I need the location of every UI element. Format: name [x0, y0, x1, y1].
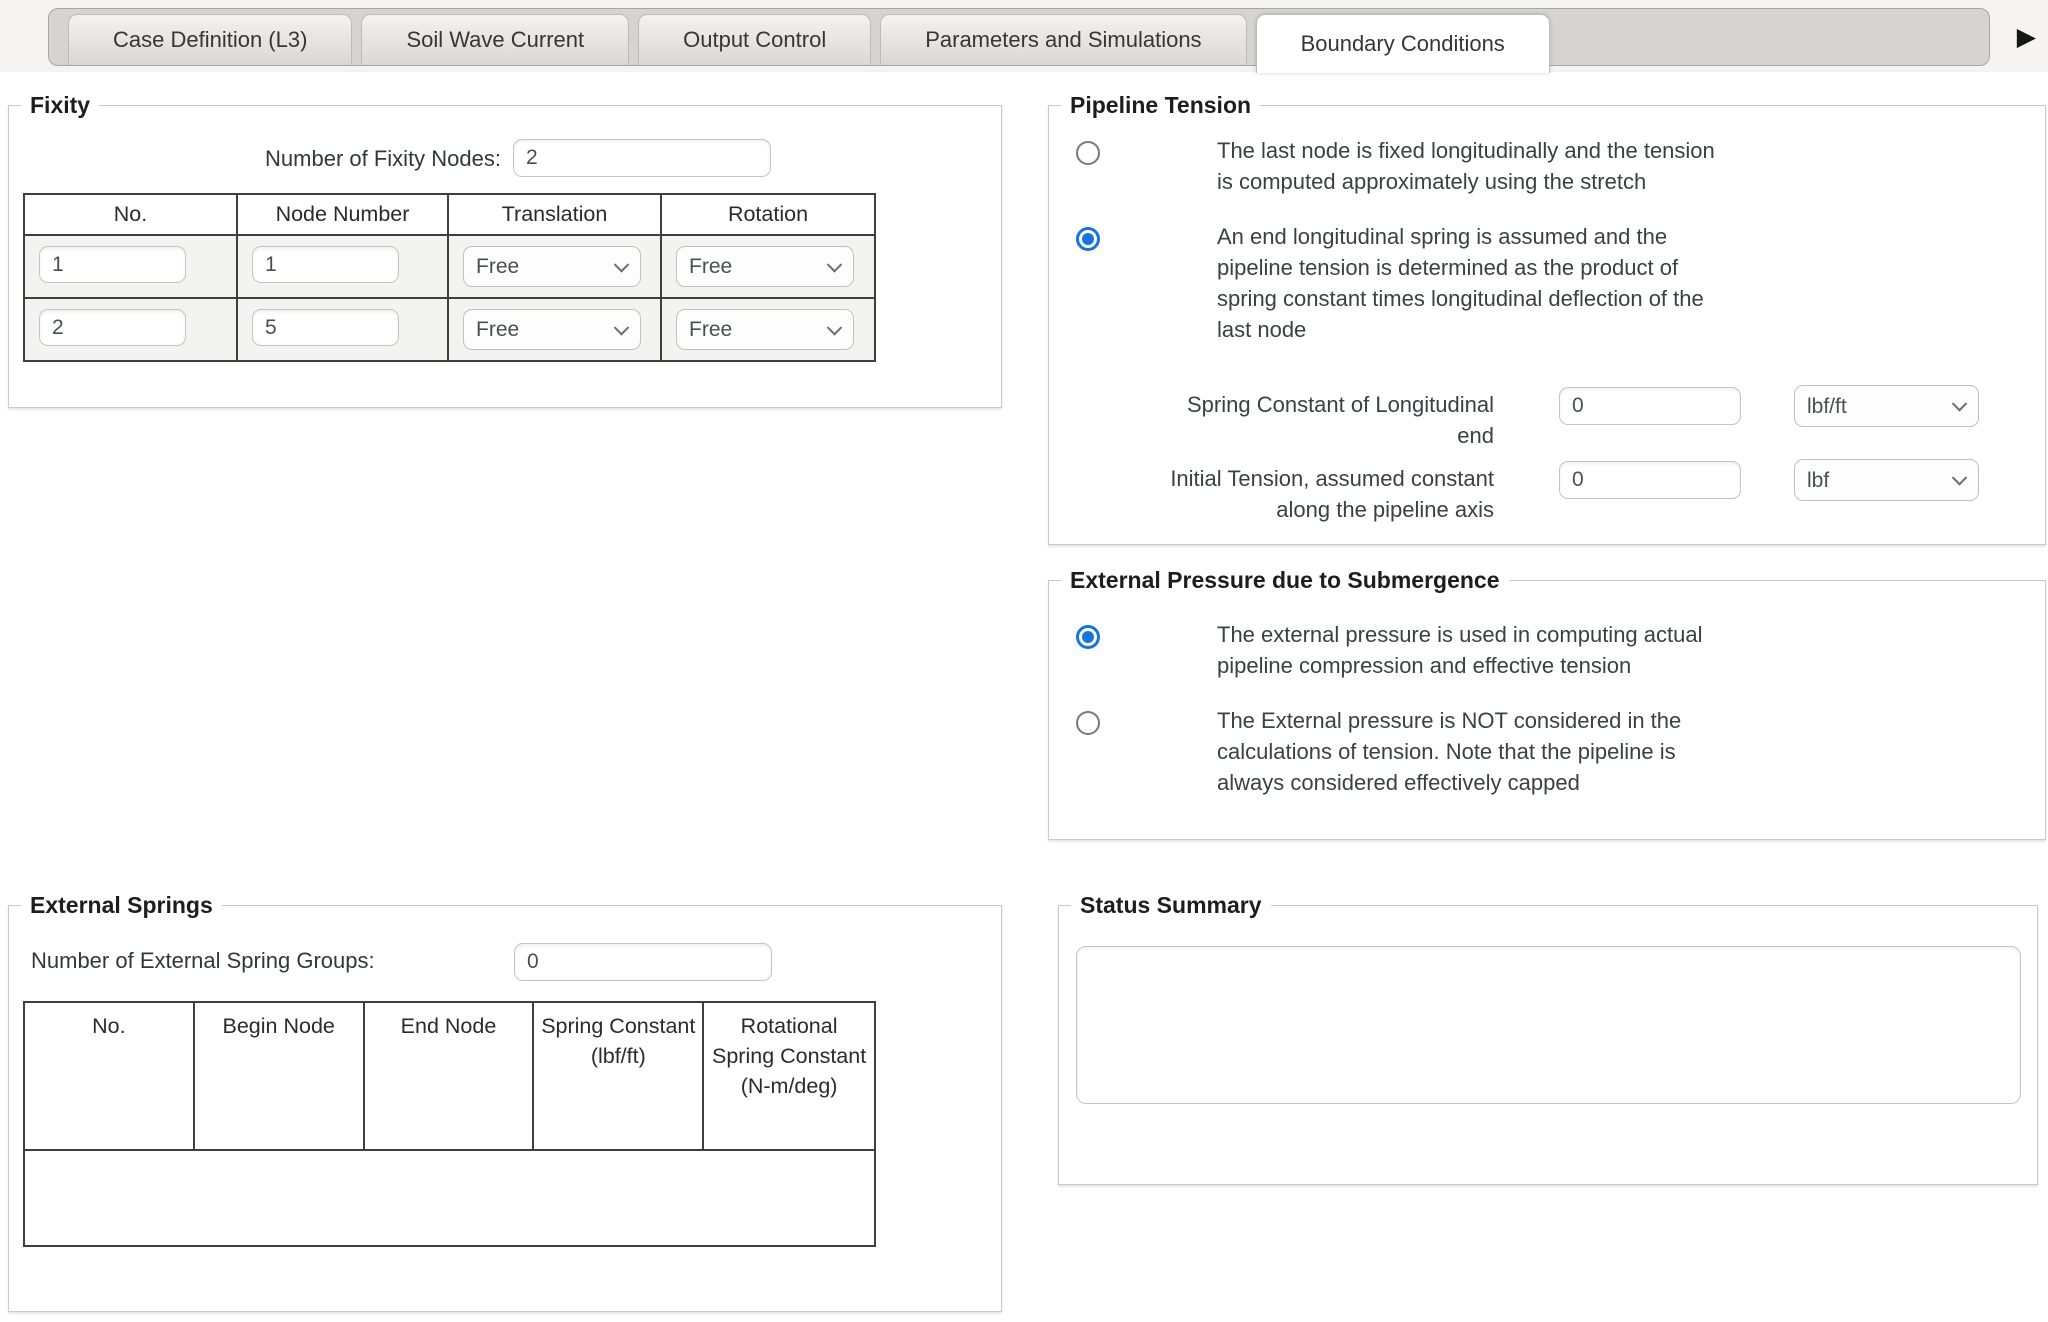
pipeline-tension-group — [1048, 92, 2046, 545]
status-summary-legend: Status Summary — [1071, 891, 1271, 919]
fixity-group — [8, 92, 1002, 408]
pressure-option-used[interactable] — [1076, 619, 2045, 681]
fixity-table-header-row — [25, 195, 874, 236]
springs-col-rotational-constant: Rotational Spring Constant (N-m/deg) — [712, 1014, 867, 1098]
fixity-row1-no-cell — [25, 236, 238, 297]
pipeline-tension-legend: Pipeline Tension — [1061, 91, 1260, 119]
fixity-col-rotation: Rotation — [662, 195, 874, 234]
tab-strip — [48, 8, 1990, 66]
tension-option-end-spring[interactable] — [1076, 221, 2045, 345]
external-pressure-legend: External Pressure due to Submergence — [1061, 566, 1509, 594]
radio-icon[interactable] — [1076, 711, 1100, 735]
fixity-row2-rotation-cell — [662, 299, 874, 360]
tab-scroll-right-icon[interactable]: ▶ — [2016, 23, 2036, 51]
springs-col-no: No. — [25, 1003, 195, 1149]
fixity-row1-node-input[interactable] — [252, 246, 399, 283]
tension-option-label: The last node is fixed longitudinally and the tension is computed approximately using the stretch — [1217, 138, 1715, 194]
tension-option-label: An end longitudinal spring is assumed and the pipeline tension is determined as the product of spring constant times longitudinal deflection of the last node — [1217, 224, 1704, 342]
fixity-row2-node-input[interactable] — [252, 309, 399, 346]
radio-icon[interactable] — [1076, 625, 1100, 649]
tab-band — [0, 0, 2048, 72]
status-summary-group — [1058, 892, 2038, 1185]
fixity-count-label: Number of Fixity Nodes: — [265, 146, 501, 171]
tab-parameters-simulations[interactable]: Parameters and Simulations — [880, 14, 1246, 65]
fixity-row2-no-input[interactable] — [39, 309, 186, 346]
spring-constant-label: Spring Constant of Longitudinal end — [1187, 392, 1494, 448]
spring-groups-count-input[interactable] — [514, 943, 772, 981]
fixity-table-row — [25, 236, 874, 299]
fixity-legend: Fixity — [21, 91, 99, 119]
initial-tension-input[interactable] — [1559, 461, 1741, 499]
springs-col-begin-node: Begin Node — [195, 1003, 365, 1149]
fixity-row2-rotation-select[interactable] — [676, 309, 854, 350]
fixity-col-no: No. — [25, 195, 238, 234]
springs-col-spring-constant: Spring Constant (lbf/ft) — [534, 1003, 704, 1149]
tab-output-control[interactable]: Output Control — [638, 14, 871, 65]
initial-tension-row — [1049, 459, 2045, 522]
fixity-row1-translation-select[interactable] — [463, 246, 641, 287]
external-springs-table — [23, 1001, 876, 1247]
fixity-row2-translation-select[interactable] — [463, 309, 641, 350]
radio-icon[interactable] — [1076, 227, 1100, 251]
radio-icon[interactable] — [1076, 141, 1100, 165]
external-pressure-group — [1048, 567, 2046, 840]
springs-col-end-node: End Node — [365, 1003, 535, 1149]
fixity-row2-translation-cell — [449, 299, 662, 360]
spring-constant-input[interactable] — [1559, 387, 1741, 425]
external-springs-header-row — [25, 1003, 874, 1149]
tension-option-fixed-node[interactable] — [1076, 135, 2045, 197]
fixity-row1-no-input[interactable] — [39, 246, 186, 283]
pressure-option-not-considered[interactable] — [1076, 705, 2045, 798]
fixity-row2-node-cell — [238, 299, 449, 360]
spring-constant-row — [1049, 385, 2045, 448]
spring-groups-count-label: Number of External Spring Groups: — [31, 948, 375, 973]
fixity-row2-no-cell — [25, 299, 238, 360]
tab-soil-wave-current[interactable]: Soil Wave Current — [361, 14, 629, 65]
initial-tension-unit-select[interactable] — [1794, 459, 1979, 501]
pressure-option-label: The external pressure is used in computing actual pipeline compression and effective tension — [1217, 622, 1703, 678]
tab-case-definition[interactable]: Case Definition (L3) — [68, 14, 352, 65]
fixity-row1-translation-cell — [449, 236, 662, 297]
fixity-row1-rotation-select[interactable] — [676, 246, 854, 287]
external-springs-legend: External Springs — [21, 891, 222, 919]
pressure-option-label: The External pressure is NOT considered in the calculations of tension. Note that the pipeline is always considered effectively capped — [1217, 708, 1682, 795]
status-summary-textarea[interactable] — [1076, 946, 2021, 1104]
fixity-count-input[interactable] — [513, 139, 771, 177]
external-springs-empty-body — [25, 1149, 874, 1245]
fixity-row1-rotation-cell — [662, 236, 874, 297]
external-springs-group — [8, 892, 1002, 1312]
fixity-table-row — [25, 299, 874, 360]
fixity-row1-node-cell — [238, 236, 449, 297]
fixity-col-node-number: Node Number — [238, 195, 449, 234]
fixity-table — [23, 193, 876, 362]
fixity-col-translation: Translation — [449, 195, 662, 234]
initial-tension-label: Initial Tension, assumed constant along the pipeline axis — [1170, 466, 1494, 522]
spring-constant-unit-select[interactable] — [1794, 385, 1979, 427]
tab-boundary-conditions[interactable]: Boundary Conditions — [1256, 14, 1550, 73]
